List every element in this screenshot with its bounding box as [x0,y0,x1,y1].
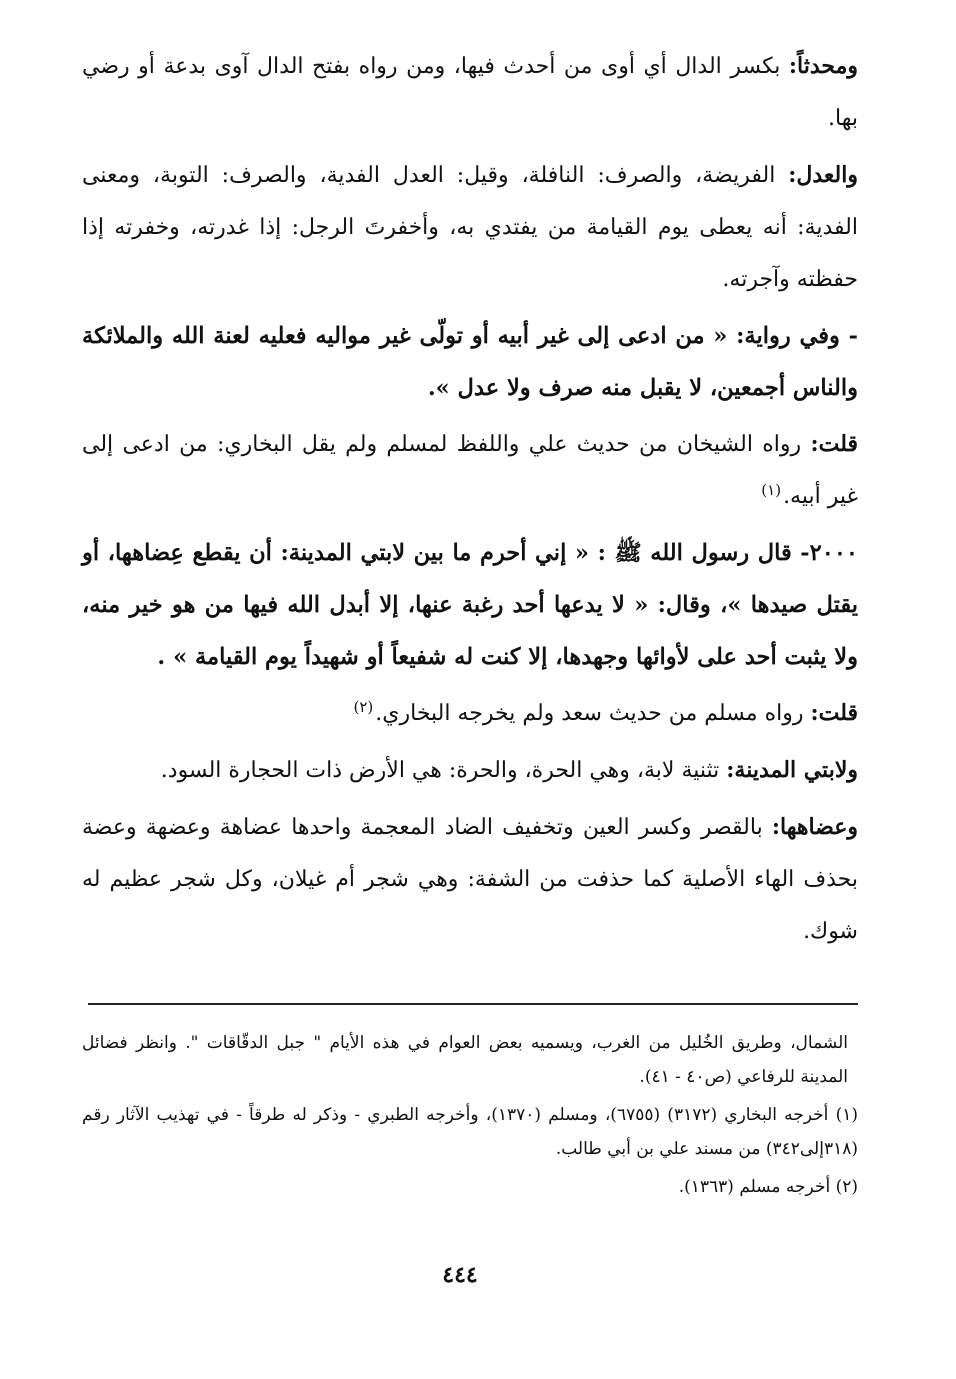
paragraph-idahuha [82,801,858,958]
footnote-ref-2[interactable]: (٢) [353,697,374,716]
footnote-divider [88,1003,858,1005]
paragraph-text: رواه مسلم من حديث سعد ولم يخرجه البخاري. [375,701,811,726]
paragraph-text: تثنية لابة، وهي الحرة، والحرة: هي الأرض ذات الحجارة السود. [160,758,727,783]
footnote-continuation: الشمال، وطريق الخُليل من الغرب، ويسميه بعض العوام في هذه الأيام " جبل الدقّاقات ". وانظر فضائل المدينة للرفاعي (ص٤٠ - ٤١). [82,1033,848,1087]
paragraph-riwaya [82,310,858,414]
hadith-quote: « إني أحرم ما بين لابتي المدينة: أن يقطع عِضاهها، أو يقتل صيدها »، وقال: « لا يدعها أحد رغبة عنها، إلا أبدل الله فيها من هو خير منه، ولا يثبت أحد على لأوائها وجهدها، إلا كنت له شفيعاً أو شهيداً يوم القيامة » . [82,540,858,670]
term-labatay: ولابتي المدينة: [726,757,858,783]
paragraph-text: بالقصر وكسر العين وتخفيف الضاد المعجمة واحدها عضاهة وعضهة وعضة بحذف الهاء الأصلية كما حذفت من الشفة: وهي شجر أم غيلان، وكل شجر عظيم له شوك. [82,815,858,944]
page-number: ٤٤٤ [442,1262,478,1288]
paragraph-qultu-2 [82,687,858,740]
hadith-2000-lead: ٢٠٠٠- قال رسول الله ﷺ : [597,540,858,566]
paragraph-text: رواه الشيخان من حديث علي واللفظ لمسلم ولم يقل البخاري: من ادعى إلى غير أبيه. [82,432,858,509]
footnote-2: (٢) أخرجه مسلم (١٣٦٣). [678,1177,858,1197]
hadith-quote: « من ادعى إلى غير أبيه أو تولّى غير مواليه فعليه لعنة الله والملائكة والناس أجمعين، لا يقبل منه صرف ولا عدل ». [82,323,858,401]
term-qultu: قلت: [810,700,858,726]
paragraph-muhdithan [82,40,858,145]
term-aladl: والعدل: [788,162,858,188]
footnote-1: (١) أخرجه البخاري (٣١٧٢) (٦٧٥٥)، ومسلم (١٣٧٠)، وأخرجه الطبري - وذكر له طرقاً - في تهذيب الآثار رقم (٣١٨إلى٣٤٢) من مسند علي بن أبي طالب. [82,1105,858,1159]
term-muhdithan: ومحدثاً: [788,53,858,79]
paragraph-aladl [82,149,858,306]
term-qultu: قلت: [810,431,858,457]
term-idahuha: وعضاهها: [771,814,858,840]
paragraph-text: الفريضة، والصرف: النافلة، وقيل: العدل الفدية، والصرف: التوبة، ومعنى الفدية: أنه يعطى يوم القيامة من يفتدي به، وأخفرتَ الرجل: إذا غدرته، وخفرته إذا حفظته وآجرته. [82,163,858,292]
paragraph-hadith-2000 [82,527,858,683]
main-text [82,40,858,962]
riwaya-lead: - وفي رواية: [736,323,858,349]
footnote-ref-1[interactable]: (١) [761,480,782,499]
paragraph-qultu-1 [82,418,858,523]
paragraph-text: بكسر الدال أي أوى من أحدث فيها، ومن رواه بفتح الدال آوى بدعة أو رضي بها. [82,54,858,131]
paragraph-labatay [82,744,858,797]
footnotes [82,1026,858,1208]
